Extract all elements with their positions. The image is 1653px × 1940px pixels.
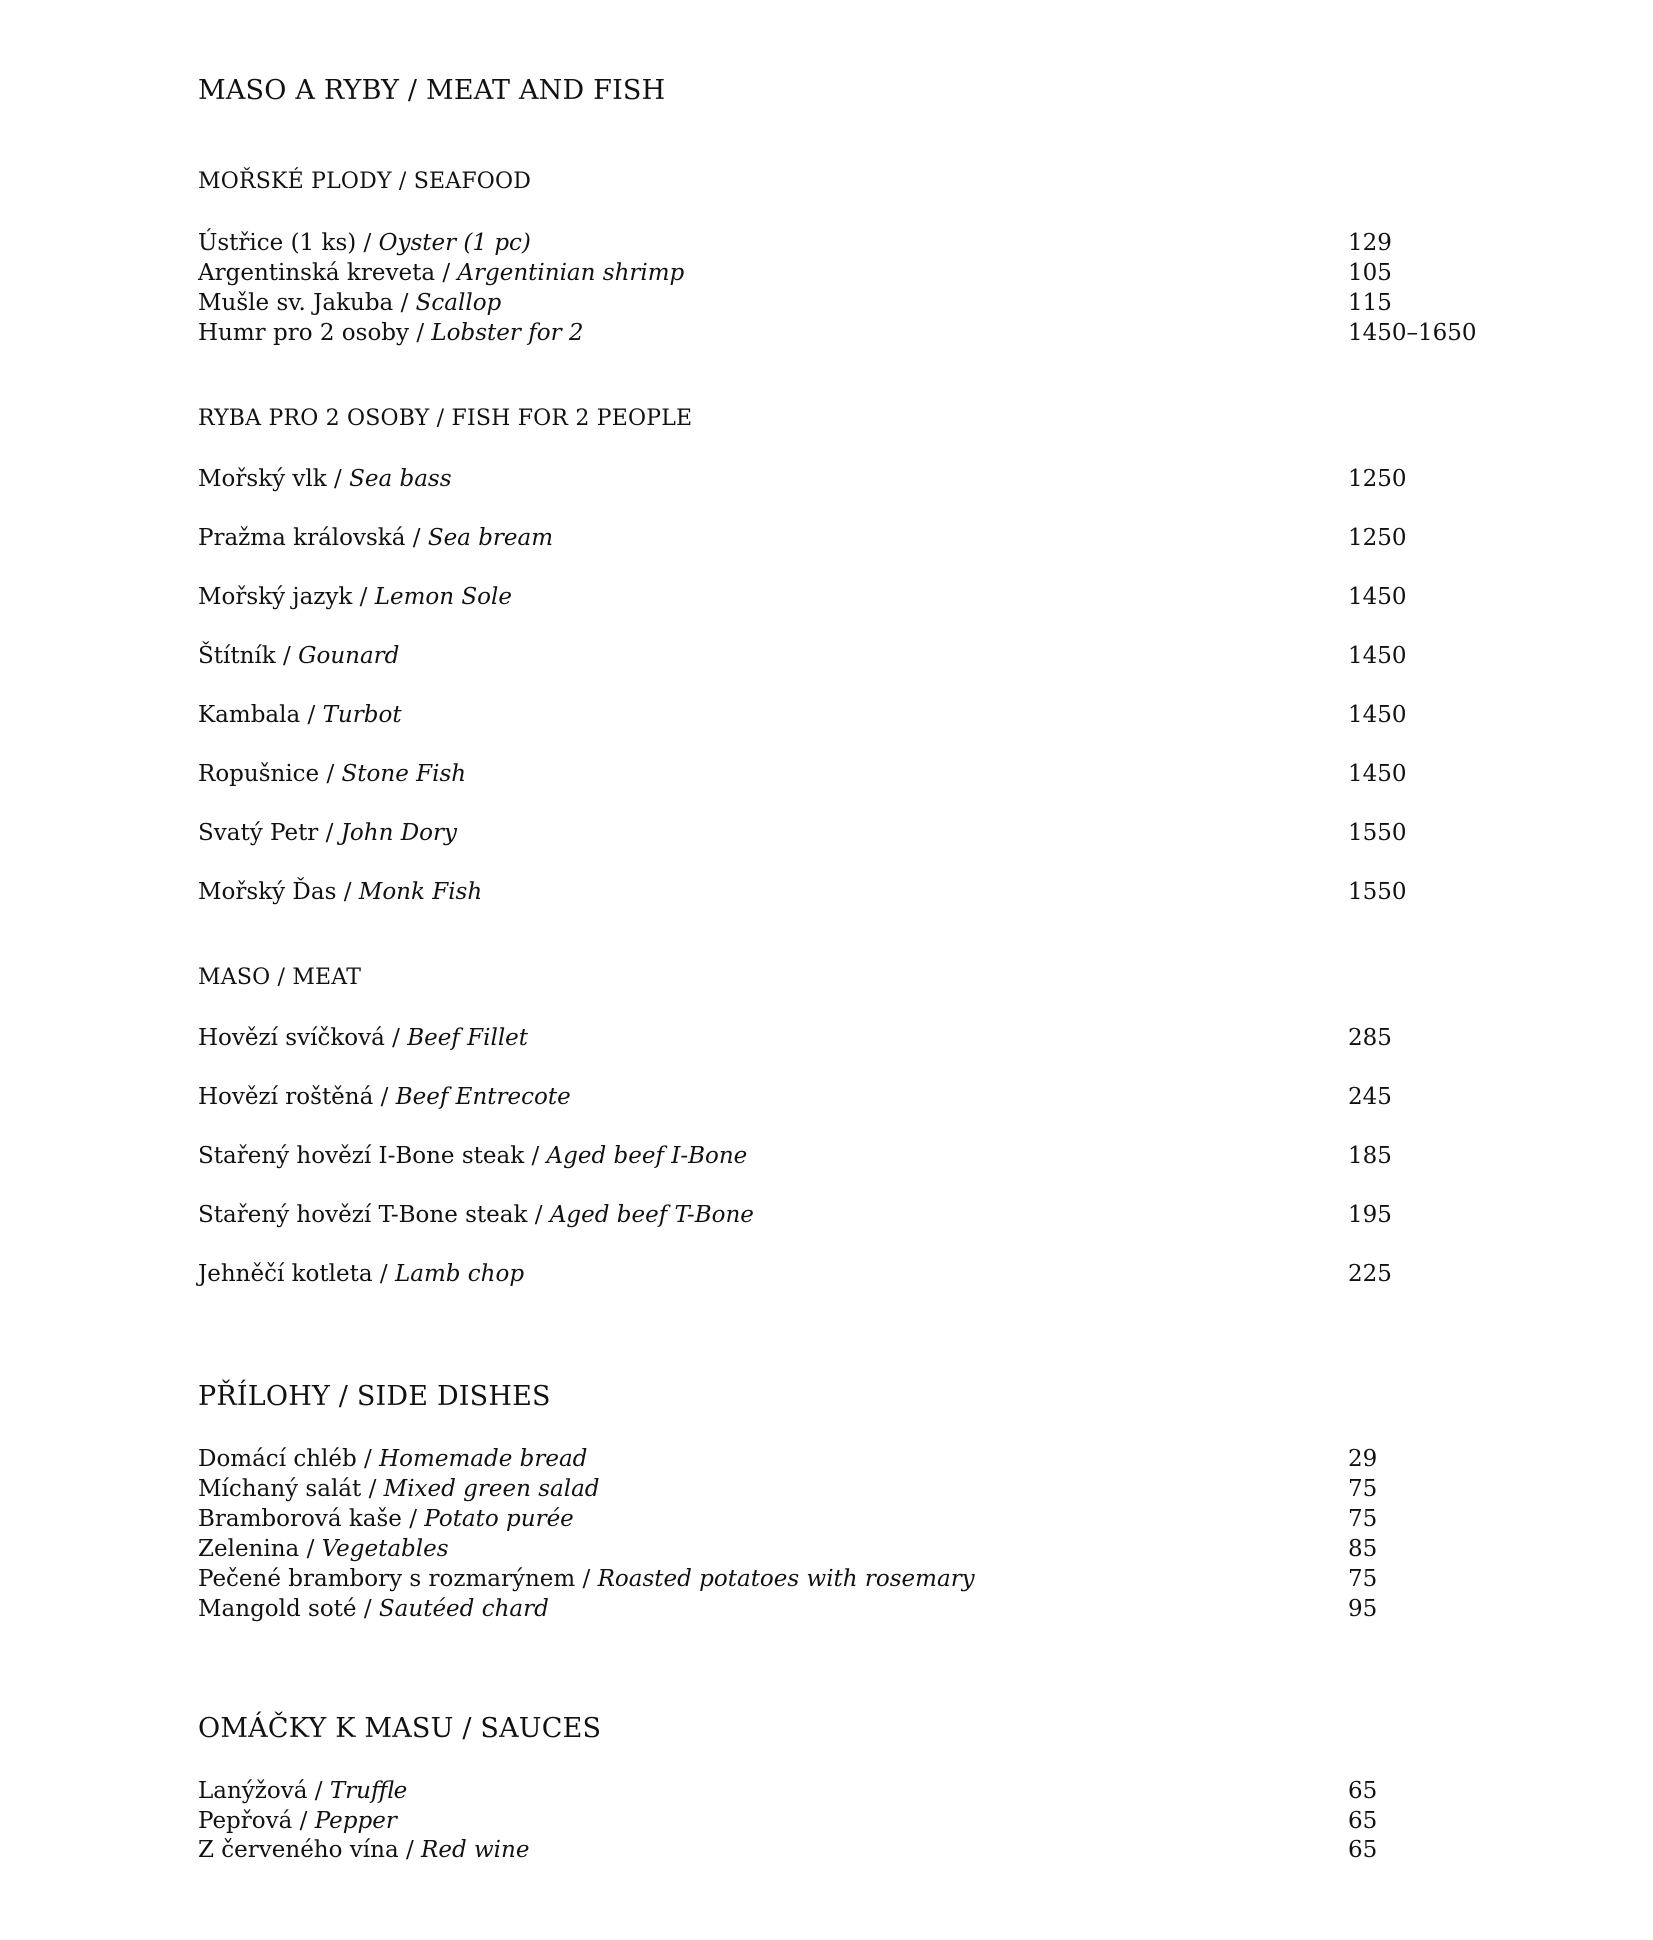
item-name-cz: Mangold soté bbox=[198, 1596, 357, 1622]
section-heading-seafood: MOŘSKÉ PLODY / SEAFOOD bbox=[198, 169, 532, 194]
item-price: 195 bbox=[1348, 1202, 1392, 1228]
item-name-cz: Míchaný salát bbox=[198, 1476, 362, 1502]
item-name-cz: Hovězí roštěná bbox=[198, 1084, 374, 1110]
item-name-cz: Humr pro 2 osoby bbox=[198, 320, 410, 346]
separator: / bbox=[524, 1143, 547, 1169]
item-name-en: Roasted potatoes with rosemary bbox=[597, 1566, 975, 1592]
item-name-cz: Mořský jazyk bbox=[198, 584, 353, 610]
item-price: 75 bbox=[1348, 1566, 1378, 1592]
menu-item bbox=[198, 1835, 1498, 1865]
menu-item bbox=[198, 1806, 1498, 1836]
item-name-en: Monk Fish bbox=[358, 879, 483, 905]
item-name-en: Aged beef I-Bone bbox=[546, 1143, 748, 1169]
separator: / bbox=[361, 1476, 384, 1502]
item-name-cz: Zelenina bbox=[198, 1536, 300, 1562]
item-name-en: Lemon Sole bbox=[374, 584, 512, 610]
menu-item bbox=[198, 1023, 1498, 1053]
menu-item bbox=[198, 464, 1498, 494]
item-price: 1550 bbox=[1348, 820, 1407, 846]
item-price: 225 bbox=[1348, 1261, 1392, 1287]
menu-item bbox=[198, 700, 1498, 730]
separator: / bbox=[356, 1596, 379, 1622]
separator: / bbox=[318, 820, 341, 846]
item-name-cz: Pražma královská bbox=[198, 525, 406, 551]
item-name-en: Vegetables bbox=[321, 1536, 449, 1562]
separator: / bbox=[384, 1025, 408, 1051]
item-price: 185 bbox=[1348, 1143, 1392, 1169]
menu-item bbox=[198, 1776, 1498, 1806]
menu-item bbox=[198, 258, 1498, 288]
item-name-en: Red wine bbox=[421, 1837, 530, 1863]
separator: / bbox=[401, 1506, 425, 1532]
item-name-cz: Mořský Ďas bbox=[198, 879, 337, 905]
separator: / bbox=[393, 290, 416, 316]
item-name-cz: Pečené brambory s rozmarýnem bbox=[198, 1566, 576, 1592]
item-name-en: Pepper bbox=[314, 1808, 397, 1834]
separator: / bbox=[352, 584, 375, 610]
item-price: 1550 bbox=[1348, 879, 1407, 905]
menu-item bbox=[198, 1504, 1498, 1534]
menu-item bbox=[198, 318, 1498, 348]
item-name-cz: Mořský vlk bbox=[198, 466, 327, 492]
item-name-cz: Z červeného vína bbox=[198, 1837, 399, 1863]
menu-item bbox=[198, 641, 1498, 671]
item-name-cz: Stařený hovězí T-Bone steak bbox=[198, 1202, 528, 1228]
separator: / bbox=[356, 230, 379, 256]
separator: / bbox=[356, 1446, 380, 1472]
item-price: 75 bbox=[1348, 1476, 1378, 1502]
separator: / bbox=[435, 260, 458, 286]
item-price: 65 bbox=[1348, 1837, 1378, 1863]
item-name-cz: Lanýžová bbox=[198, 1778, 308, 1804]
menu-item bbox=[198, 1474, 1498, 1504]
menu-item bbox=[198, 1259, 1498, 1289]
section-heading-sauces: OMÁČKY K MASU / SAUCES bbox=[198, 1713, 602, 1744]
menu-item bbox=[198, 288, 1498, 318]
separator: / bbox=[307, 1778, 330, 1804]
item-price: 95 bbox=[1348, 1596, 1378, 1622]
separator: / bbox=[292, 1808, 315, 1834]
menu-item bbox=[198, 1082, 1498, 1112]
item-name-en: Gounard bbox=[298, 643, 400, 669]
item-name-cz: Ropušnice bbox=[198, 761, 320, 787]
item-name-cz: Stařený hovězí I-Bone steak bbox=[198, 1143, 525, 1169]
item-name-en: Sea bream bbox=[427, 525, 554, 551]
item-name-en: Beef Entrecote bbox=[395, 1084, 571, 1110]
item-name-cz: Ústřice (1 ks) bbox=[198, 230, 357, 256]
item-name-cz: Jehněčí kotleta bbox=[198, 1261, 373, 1287]
item-name-en: Sea bass bbox=[349, 466, 452, 492]
item-name-cz: Hovězí svíčková bbox=[198, 1025, 385, 1051]
separator: / bbox=[326, 466, 350, 492]
separator: / bbox=[275, 643, 299, 669]
item-name-en: Turbot bbox=[322, 702, 402, 728]
menu-item bbox=[198, 582, 1498, 612]
item-name-cz: Bramborová kaše bbox=[198, 1506, 402, 1532]
item-name-cz: Argentinská kreveta bbox=[198, 260, 436, 286]
item-name-en: Argentinian shrimp bbox=[457, 260, 685, 286]
item-price: 245 bbox=[1348, 1084, 1392, 1110]
item-name-en: Truffle bbox=[329, 1778, 408, 1804]
section-heading-sides: PŘÍLOHY / SIDE DISHES bbox=[198, 1381, 551, 1412]
menu-item bbox=[198, 228, 1498, 258]
item-name-cz: Mušle sv. Jakuba bbox=[198, 290, 394, 316]
separator: / bbox=[409, 320, 432, 346]
item-price: 105 bbox=[1348, 260, 1392, 286]
separator: / bbox=[299, 1536, 322, 1562]
menu-item bbox=[198, 1594, 1498, 1624]
item-name-en: Sautéed chard bbox=[378, 1596, 549, 1622]
item-price: 129 bbox=[1348, 230, 1392, 256]
item-price: 85 bbox=[1348, 1536, 1378, 1562]
item-name-en: Oyster (1 pc) bbox=[378, 230, 531, 256]
item-price: 1250 bbox=[1348, 525, 1407, 551]
item-name-cz: Svatý Petr bbox=[198, 820, 319, 846]
separator: / bbox=[373, 1084, 396, 1110]
item-name-en: Aged beef T-Bone bbox=[549, 1202, 754, 1228]
menu-item bbox=[198, 1564, 1498, 1594]
item-name-en: Scallop bbox=[415, 290, 502, 316]
item-price: 1450 bbox=[1348, 584, 1407, 610]
item-name-cz: Pepřová bbox=[198, 1808, 293, 1834]
item-name-en: Homemade bread bbox=[379, 1446, 588, 1472]
separator: / bbox=[319, 761, 342, 787]
item-name-en: Potato purée bbox=[424, 1506, 574, 1532]
separator: / bbox=[398, 1837, 422, 1863]
item-name-cz: Domácí chléb bbox=[198, 1446, 357, 1472]
item-name-en: Beef Fillet bbox=[407, 1025, 529, 1051]
menu-item bbox=[198, 1200, 1498, 1230]
item-price: 1450 bbox=[1348, 702, 1407, 728]
item-name-en: Stone Fish bbox=[341, 761, 467, 787]
item-price: 1450 bbox=[1348, 643, 1407, 669]
item-price: 115 bbox=[1348, 290, 1392, 316]
item-price: 75 bbox=[1348, 1506, 1378, 1532]
item-price: 1450 bbox=[1348, 761, 1407, 787]
menu-item bbox=[198, 1444, 1498, 1474]
item-price: 65 bbox=[1348, 1808, 1378, 1834]
item-name-cz: Kambala bbox=[198, 702, 301, 728]
page-title: MASO A RYBY / MEAT AND FISH bbox=[198, 75, 666, 106]
section-heading-fish: RYBA PRO 2 OSOBY / FISH FOR 2 PEOPLE bbox=[198, 406, 693, 431]
separator: / bbox=[405, 525, 428, 551]
menu-item bbox=[198, 1141, 1498, 1171]
item-price: 1250 bbox=[1348, 466, 1407, 492]
item-name-cz: Štítník bbox=[198, 643, 276, 669]
menu-item bbox=[198, 759, 1498, 789]
item-price: 65 bbox=[1348, 1778, 1378, 1804]
separator: / bbox=[527, 1202, 550, 1228]
separator: / bbox=[372, 1261, 395, 1287]
menu-item bbox=[198, 877, 1498, 907]
item-name-en: Lobster for 2 bbox=[431, 320, 584, 346]
separator: / bbox=[575, 1566, 598, 1592]
item-price: 285 bbox=[1348, 1025, 1392, 1051]
item-name-en: Lamb chop bbox=[394, 1261, 525, 1287]
item-price: 29 bbox=[1348, 1446, 1378, 1472]
item-price: 1450–1650 bbox=[1348, 320, 1477, 346]
item-name-en: Mixed green salad bbox=[383, 1476, 600, 1502]
section-heading-meat: MASO / MEAT bbox=[198, 965, 362, 990]
separator: / bbox=[300, 702, 323, 728]
menu-item bbox=[198, 818, 1498, 848]
item-name-en: John Dory bbox=[340, 820, 457, 846]
menu-item bbox=[198, 1534, 1498, 1564]
menu-item bbox=[198, 523, 1498, 553]
separator: / bbox=[336, 879, 359, 905]
